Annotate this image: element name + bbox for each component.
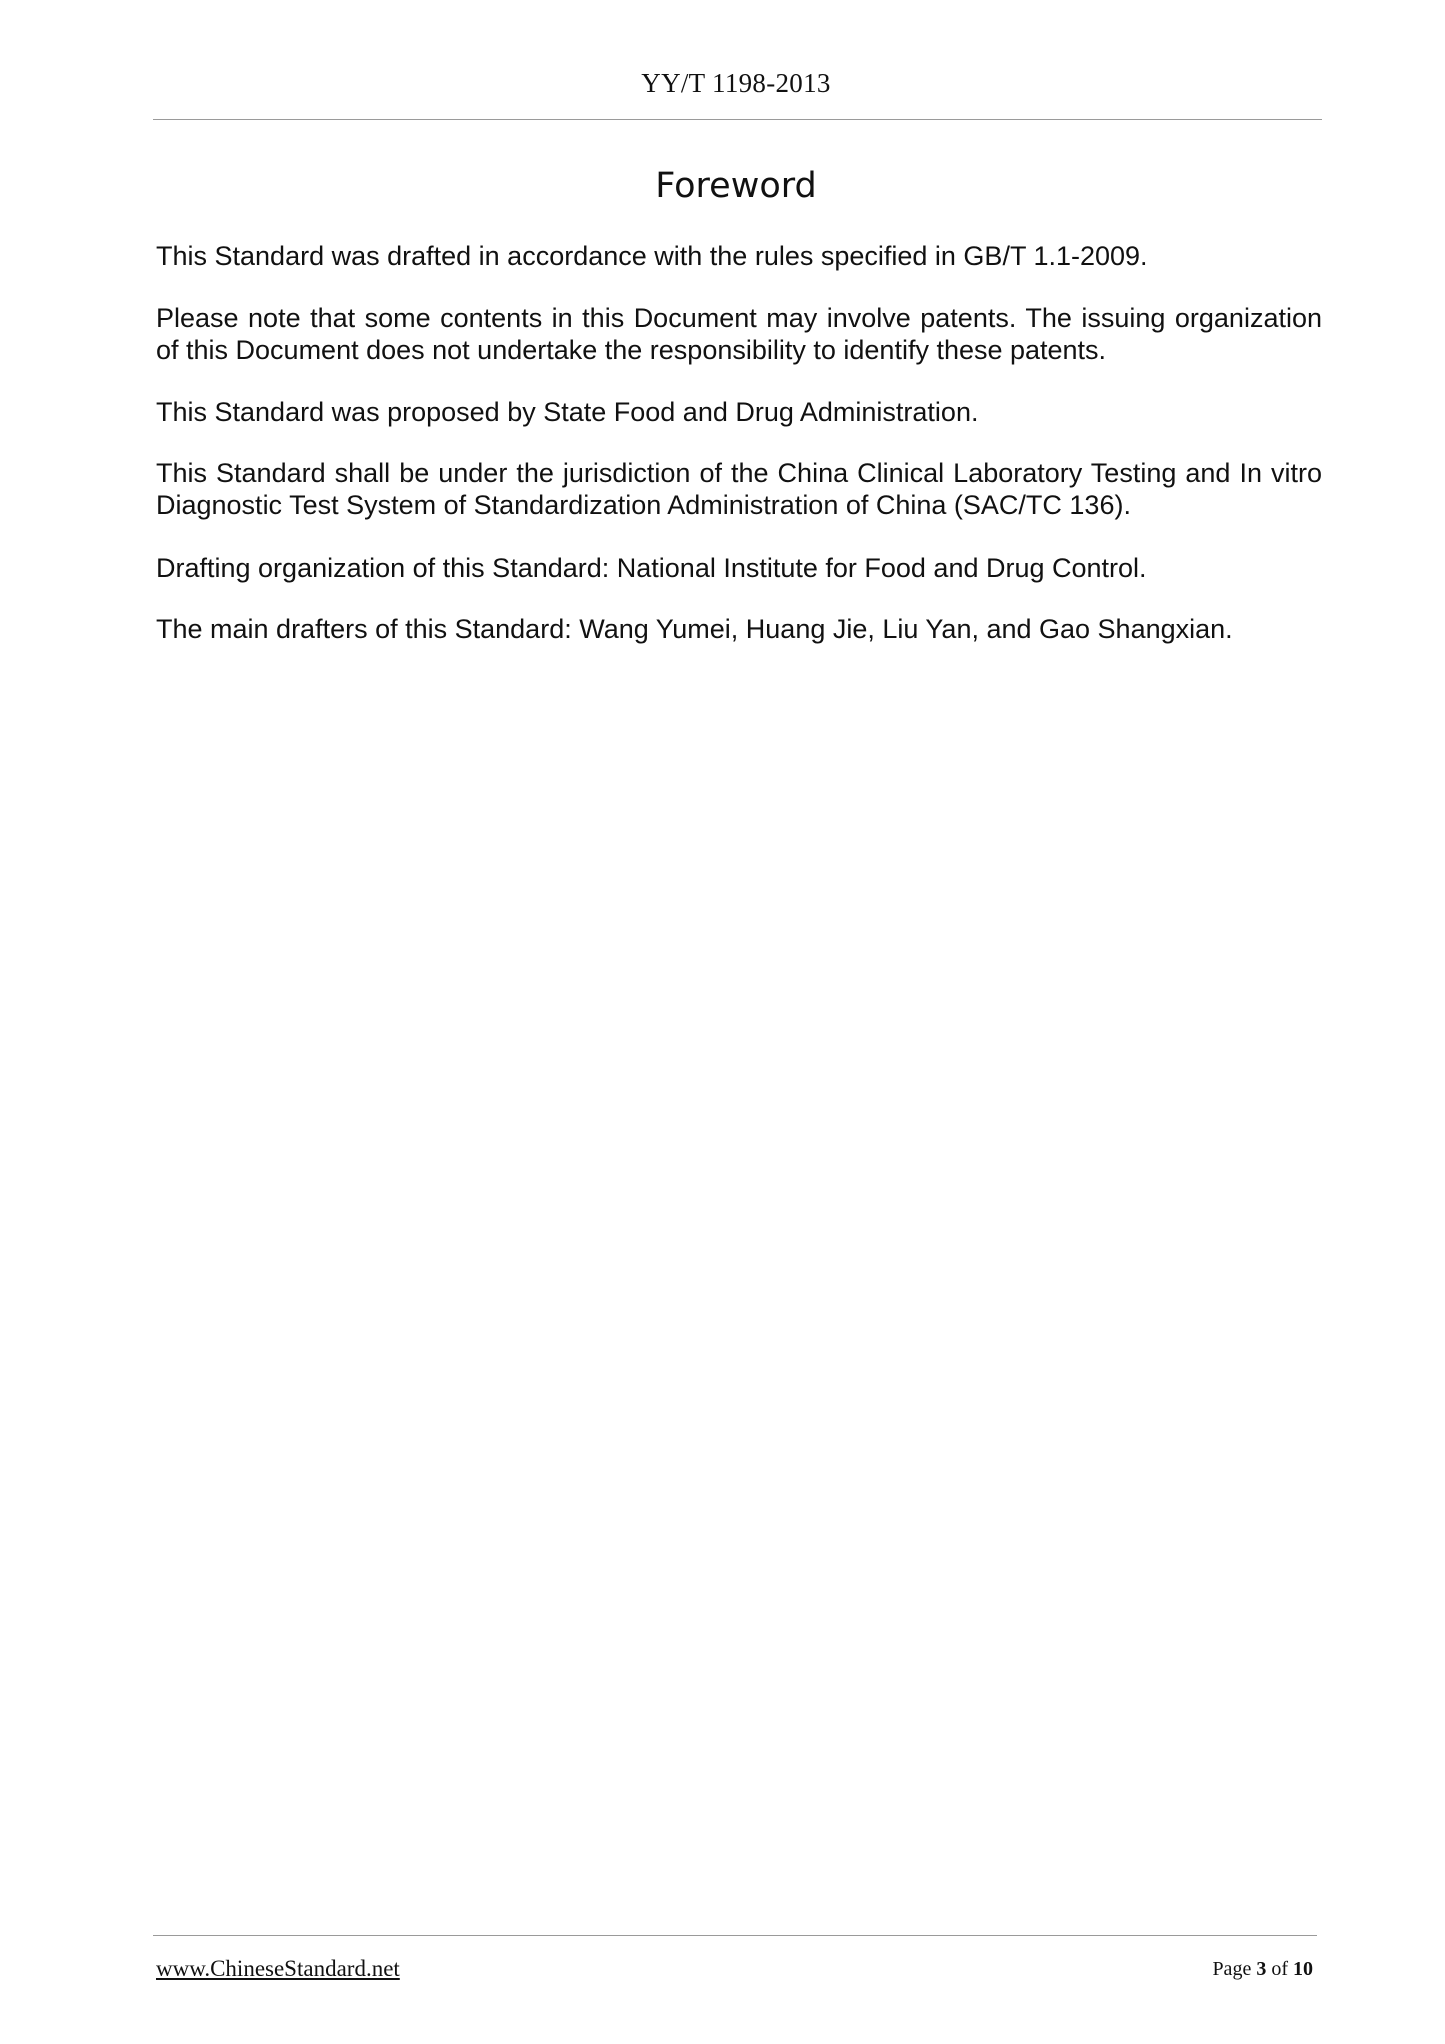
page-current: 3 xyxy=(1256,1958,1267,1980)
page-of: of xyxy=(1271,1958,1288,1980)
header-divider xyxy=(153,119,1322,120)
paragraph-patents-note: Please note that some contents in this Document may involve patents. The issuing organization of this Document does not undertake the responsibility to identify these patents. xyxy=(156,303,1322,365)
page-header-standard-code: YY/T 1198-2013 xyxy=(641,68,831,98)
paragraph-jurisdiction: This Standard shall be under the jurisdiction of the China Clinical Laboratory Testing and In vitro Diagnostic Test System of Standardization Administration of China (SAC/TC 136). xyxy=(156,458,1322,520)
paragraph-drafting-rules: This Standard was drafted in accordance with the rules specified in GB/T 1.1-2009. xyxy=(156,241,1148,271)
page-number xyxy=(1212,1958,1313,1981)
footer-website-link[interactable]: www.ChineseStandard.net xyxy=(156,1956,400,1981)
paragraph-drafting-organization: Drafting organization of this Standard: National Institute for Food and Drug Control. xyxy=(156,553,1147,583)
page-prefix: Page xyxy=(1212,1958,1252,1980)
paragraph-proposed-by: This Standard was proposed by State Food and Drug Administration. xyxy=(156,397,979,427)
paragraph-main-drafters: The main drafters of this Standard: Wang Yumei, Huang Jie, Liu Yan, and Gao Shangxian. xyxy=(156,614,1233,644)
page-title: Foreword xyxy=(655,166,817,206)
page-total: 10 xyxy=(1293,1958,1313,1980)
footer-divider xyxy=(153,1935,1317,1936)
